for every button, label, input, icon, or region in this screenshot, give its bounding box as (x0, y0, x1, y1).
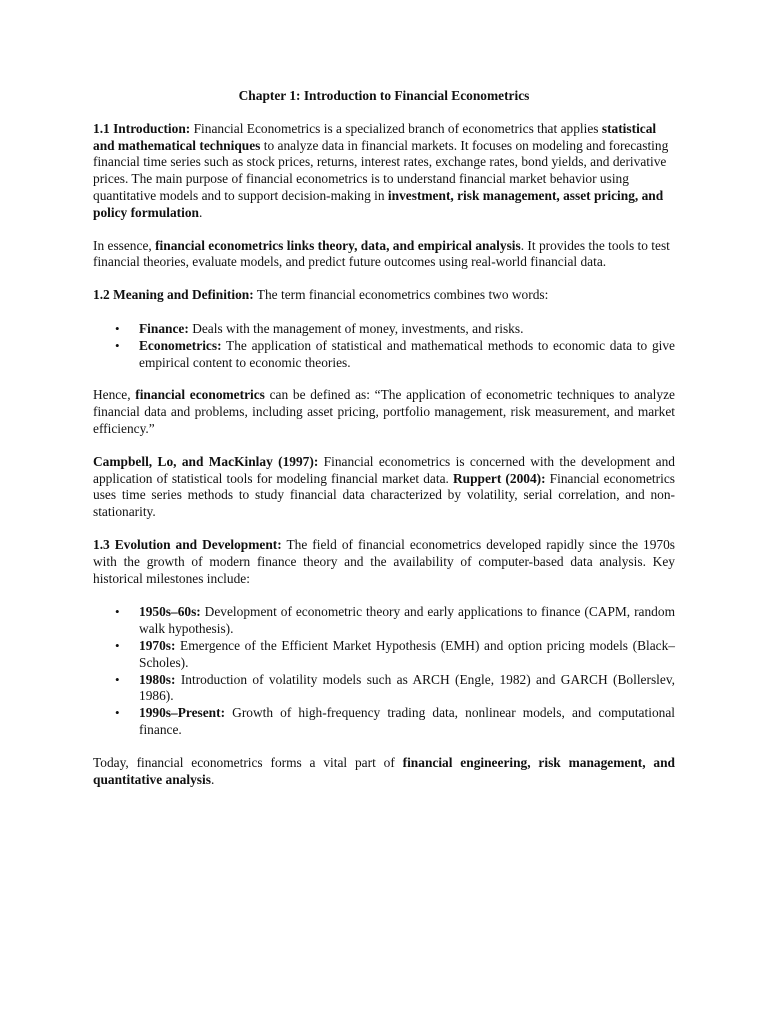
chapter-title: Chapter 1: Introduction to Financial Econometrics (238, 88, 530, 103)
today-text-2: . (210, 771, 215, 787)
evolution-paragraph (93, 537, 675, 587)
meaning-paragraph (93, 287, 675, 304)
list-item (115, 604, 675, 638)
bullet-icon: • (115, 705, 120, 721)
ruppert-citation: Ruppert (2004): (452, 470, 546, 486)
intro-heading: 1.1 Introduction: (93, 120, 191, 136)
meaning-text: The term financial econometrics combines two words: (253, 287, 549, 303)
list-item-term: 1980s: (139, 671, 176, 687)
intro-paragraph (93, 121, 675, 222)
intro-text-1: Financial Econometrics is a specialized branch of econometrics that applies (190, 120, 602, 136)
list-item (115, 671, 675, 706)
campbell-text-1: Financial econometrics is concerned with the development and application of statistical tools for modeling financial market data. (93, 453, 676, 486)
list-item-text: Development of econometric theory and early applications to finance (CAPM, random walk hypothesis). (139, 604, 675, 637)
campbell-citation: Campbell, Lo, and MacKinlay (1997): (93, 453, 319, 469)
intro-text-2: to analyze data in financial markets. It focuses on modeling and forecasting financial time series such as stock prices, returns, interest rates, exchange rates, bond yields, and derivative prices. The main purpose of financial econometrics is to understand financial market behavior using quantitative models and to support decision-making in (93, 137, 669, 203)
evolution-text: The field of financial econometrics developed rapidly since the 1970s with the growth of modern finance theory and the availability of computer-based data analysis. Key historical milestones include: (93, 536, 676, 586)
list-item-term: 1950s–60s: (139, 604, 201, 620)
list-item (115, 637, 675, 672)
bullet-icon: • (115, 637, 120, 653)
today-text-1: Today, financial econometrics forms a vital part of (93, 754, 403, 770)
evolution-heading: 1.3 Evolution and Development: (93, 536, 282, 552)
today-bold-1: financial engineering, risk management, and quantitative analysis (93, 754, 676, 787)
intro-bold-2: investment, risk management, asset pricing, and policy formulation (93, 187, 664, 220)
list-item (115, 705, 675, 739)
campbell-text-2: Financial econometrics uses time series methods to study financial data characterized by volatility, serial correlation, and non-stationarity. (93, 470, 675, 520)
meaning-list (93, 321, 675, 371)
bullet-icon: • (115, 604, 120, 620)
list-item-term: 1990s–Present: (139, 705, 226, 721)
intro-text-3: . (199, 204, 203, 220)
essence-bold-1: financial econometrics links theory, data, and empirical analysis (155, 237, 521, 253)
list-item (115, 320, 675, 338)
list-item-text: The application of statistical and mathematical methods to economic data to give empirical content to economic theories. (139, 337, 675, 370)
document-page (93, 88, 675, 804)
list-item-term: Econometrics: (139, 337, 222, 353)
bullet-icon: • (115, 671, 120, 687)
list-item-text: Emergence of the Efficient Market Hypothesis (EMH) and option pricing models (Black–Scholes). (139, 637, 675, 670)
list-item-term: Finance: (139, 320, 189, 336)
list-item-term: 1970s: (139, 637, 176, 653)
campbell-paragraph (93, 454, 675, 521)
meaning-heading: 1.2 Meaning and Definition: (93, 287, 254, 303)
hence-bold-1: financial econometrics (135, 387, 265, 403)
milestones-list (93, 604, 675, 738)
hence-text-2: can be defined as: “The application of econometric techniques to analyze financial data and problems, including asset pricing, portfolio management, risk measurement, and market efficiency.” (93, 387, 675, 436)
bullet-icon: • (115, 320, 120, 336)
list-item-text: Growth of high-frequency trading data, nonlinear models, and computational finance. (139, 705, 675, 737)
essence-text-1: In essence, (93, 237, 156, 253)
today-paragraph (93, 755, 675, 789)
essence-paragraph (93, 238, 675, 272)
list-item-text: Introduction of volatility models such as ARCH (Engle, 1982) and GARCH (Bollerslev, 1986). (139, 671, 675, 704)
hence-text-1: Hence, (93, 387, 136, 403)
list-item-text: Deals with the management of money, investments, and risks. (188, 320, 524, 336)
intro-bold-1: statistical and mathematical techniques (93, 120, 657, 153)
hence-paragraph (93, 387, 675, 437)
essence-text-2: . It provides the tools to test financial theories, evaluate models, and predict future outcomes using real-world financial data. (93, 237, 670, 270)
bullet-icon: • (115, 337, 120, 353)
list-item (115, 337, 675, 372)
